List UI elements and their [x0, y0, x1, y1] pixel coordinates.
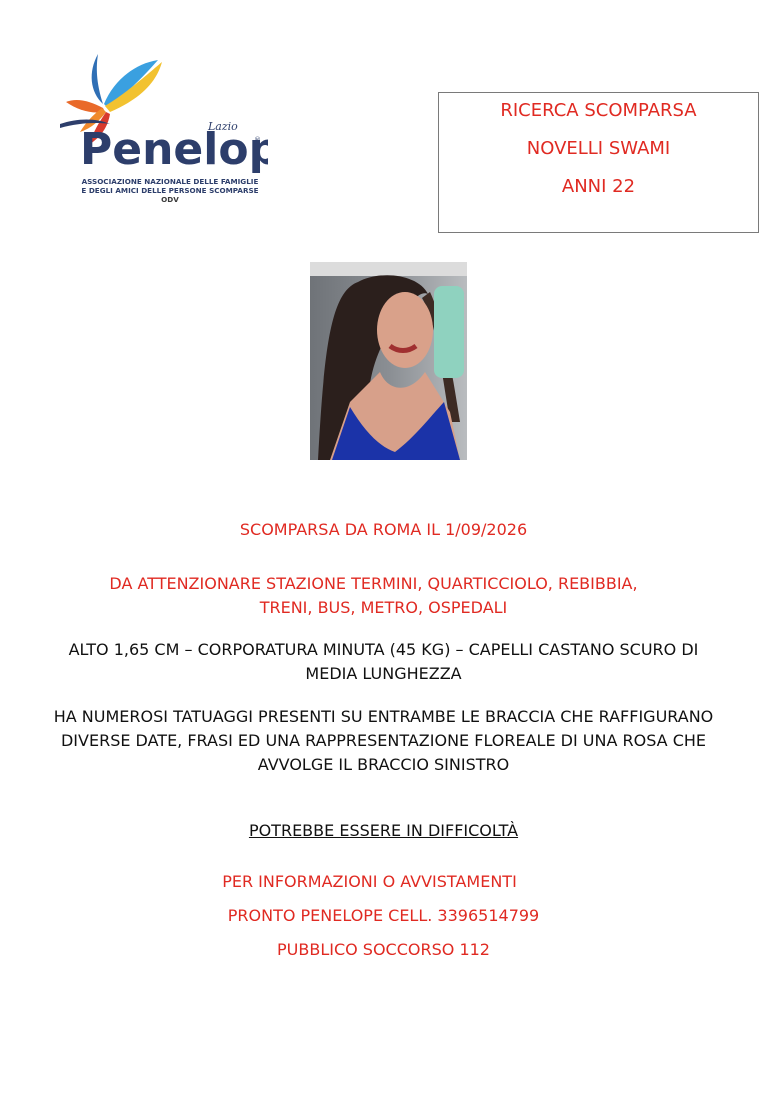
info-label: PER INFORMAZIONI O AVVISTAMENTI	[222, 872, 517, 891]
physical-description-line-2: MEDIA LUNGHEZZA	[305, 664, 462, 683]
tattoo-description-line-1: HA NUMEROSI TATUAGGI PRESENTI SU ENTRAMBE LE BRACCIA CHE RAFFIGURANO	[53, 707, 714, 726]
physical-description-line-1: ALTO 1,65 CM – CORPORATURA MINUTA (45 KG) – CAPELLI CASTANO SCURO DI	[68, 640, 699, 659]
watch-places-line-1: DA ATTENZIONARE STAZIONE TERMINI, QUARTICCIOLO, REBIBBIA,	[109, 574, 638, 593]
tattoo-description-line-2: DIVERSE DATE, FRASI ED UNA RAPPRESENTAZIONE FLOREALE DI UNA ROSA CHE	[60, 731, 706, 750]
penelope-logo	[58, 52, 268, 202]
difficulty-warning: POTREBBE ESSERE IN DIFFICOLTÀ	[248, 821, 519, 840]
person-name: NOVELLI SWAMI	[526, 138, 671, 159]
svg-text:Penelope: Penelop	[80, 124, 268, 175]
butterfly-logo-icon	[58, 52, 268, 177]
missing-from-line: SCOMPARSA DA ROMA IL 1/09/2026	[239, 520, 528, 539]
emergency-number: PUBBLICO SOCCORSO 112	[277, 940, 490, 959]
person-age: ANNI 22	[561, 176, 636, 197]
svg-text:®: ®	[254, 136, 261, 144]
svg-text:Lazio: Lazio	[208, 120, 238, 133]
missing-person-photo	[310, 262, 467, 460]
search-title: RICERCA SCOMPARSA	[500, 100, 697, 121]
contact-phone: PRONTO PENELOPE CELL. 3396514799	[227, 906, 540, 925]
watch-places-line-2: TRENI, BUS, METRO, OSPEDALI	[259, 598, 508, 617]
search-info-box	[438, 92, 759, 233]
tattoo-description-line-3: AVVOLGE IL BRACCIO SINISTRO	[257, 755, 510, 774]
logo-tagline: ASSOCIAZIONE NAZIONALE DELLE FAMIGLIE E DEGLI AMICI DELLE PERSONE SCOMPARSE ODV	[81, 177, 259, 204]
